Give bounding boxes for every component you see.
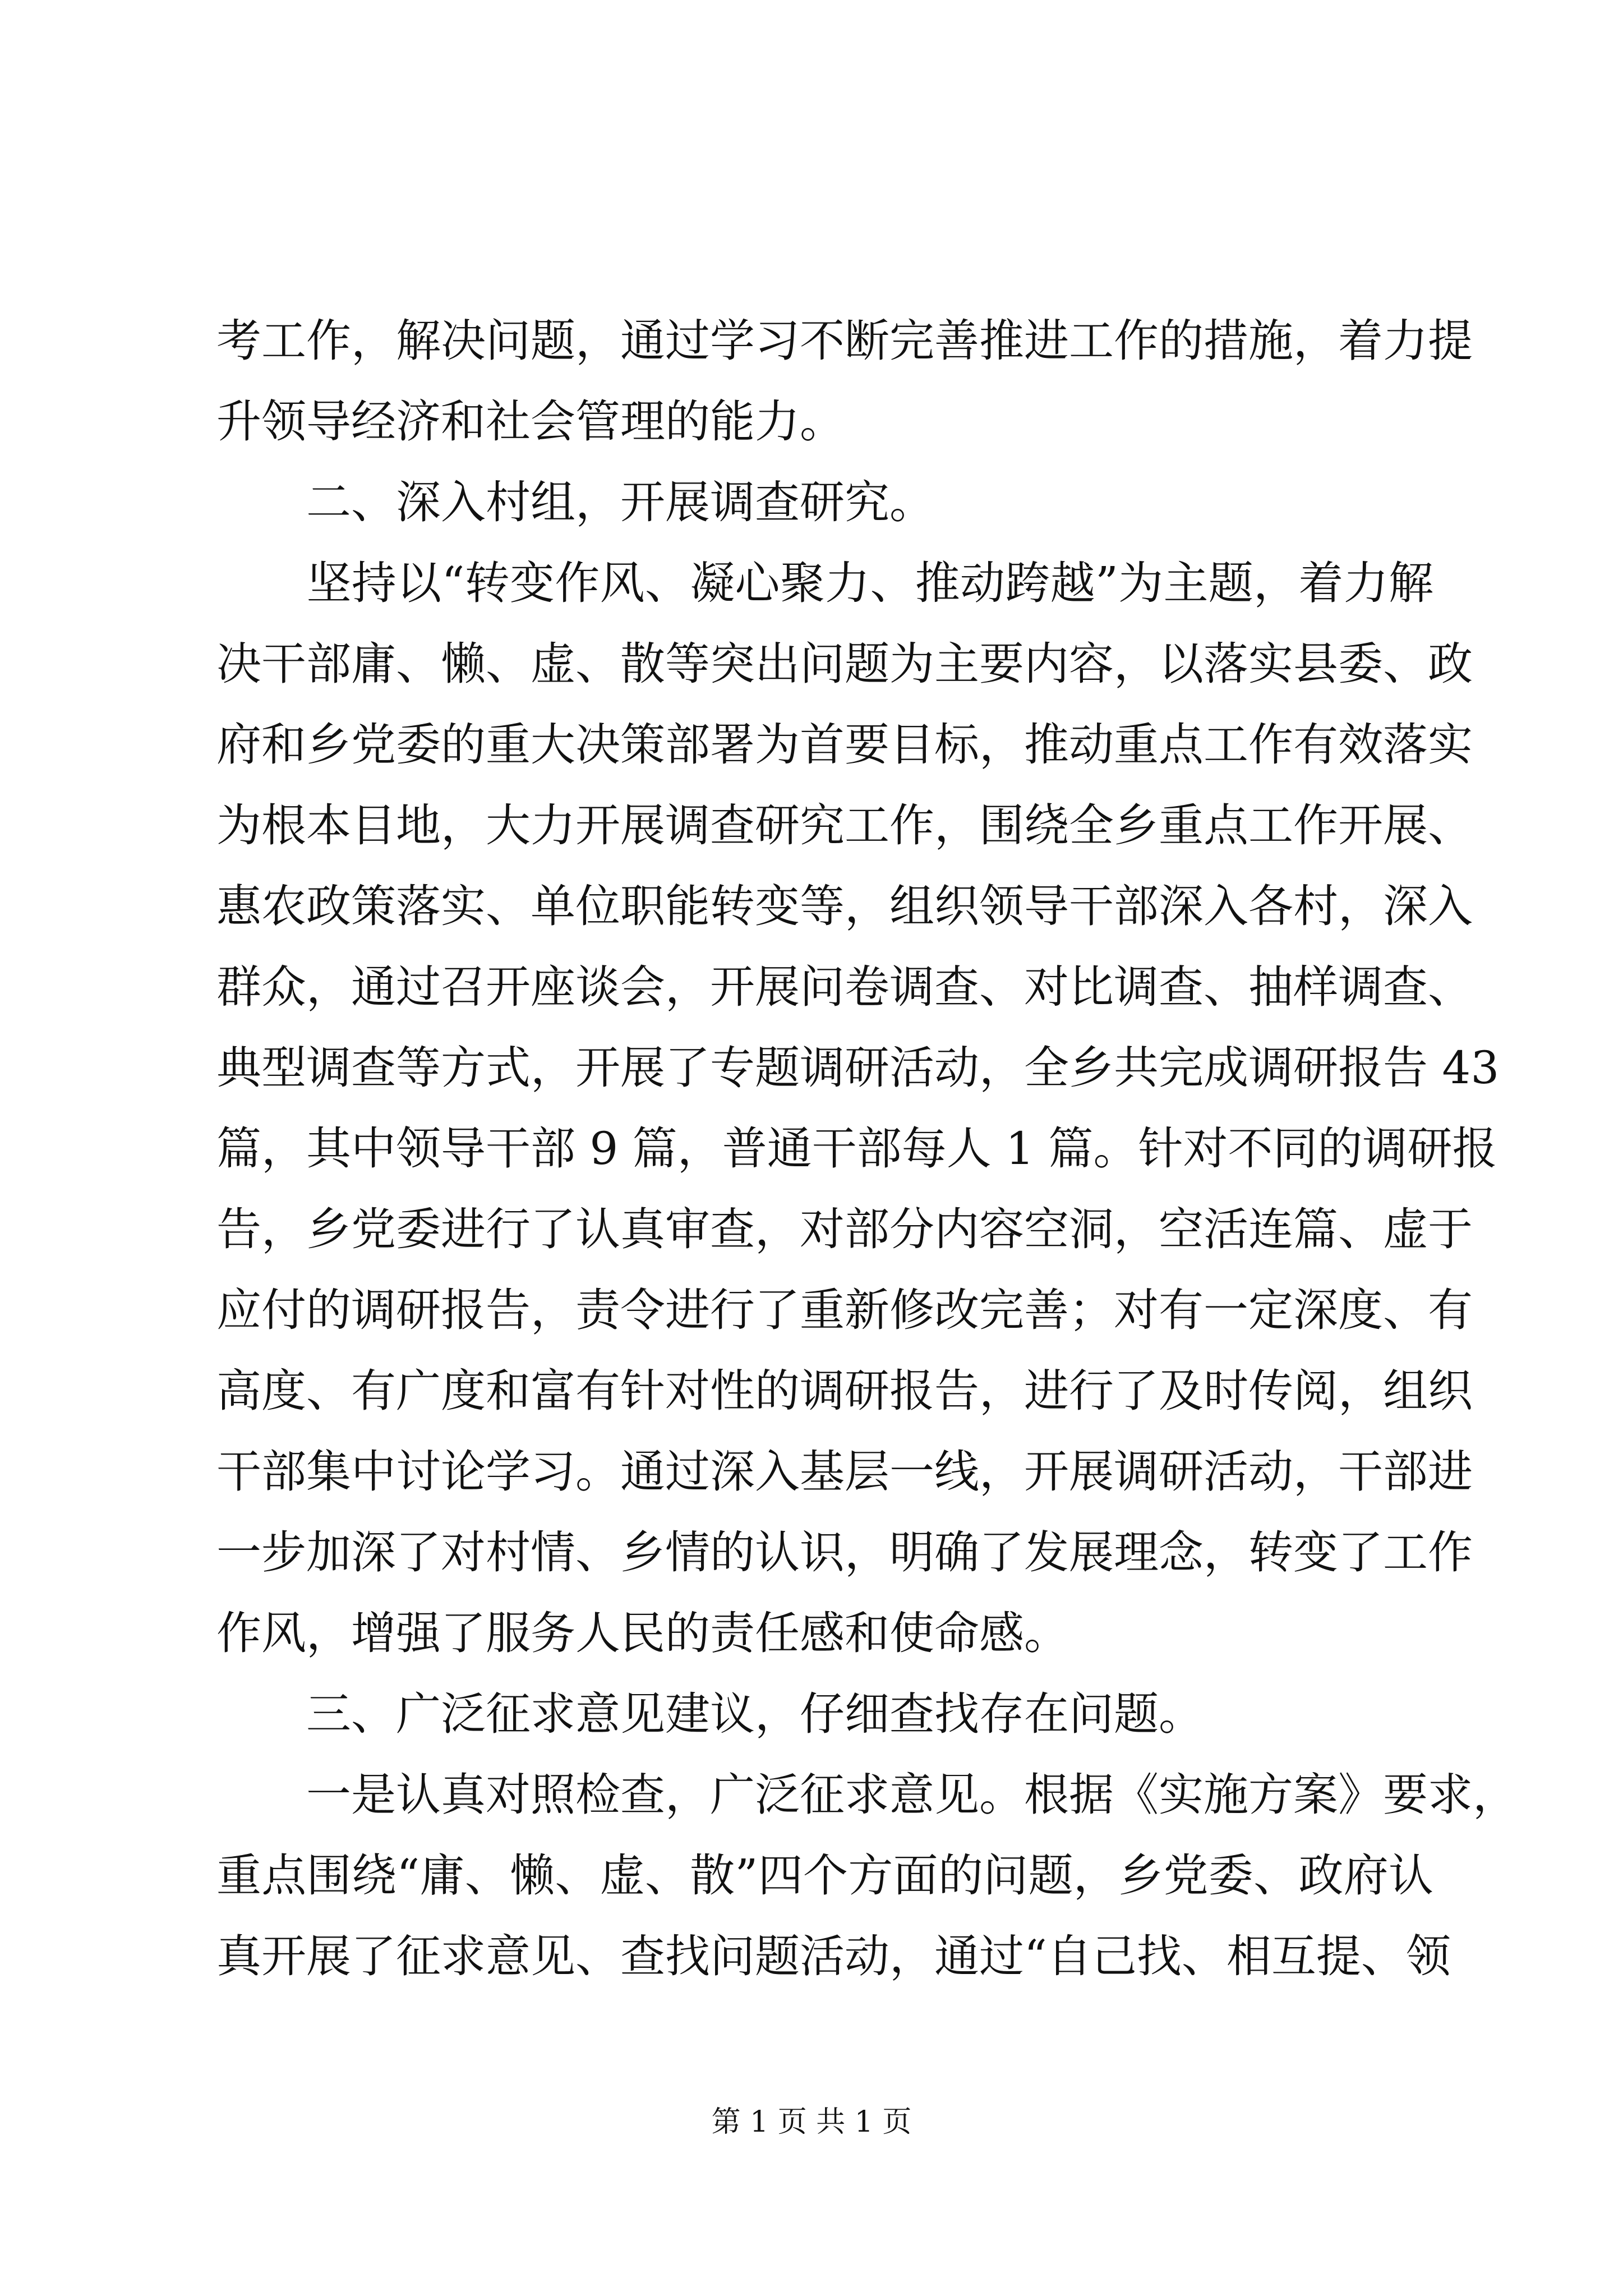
text-line-content: 重点围绕“庸、懒、虚、散”四个方面的问题，乡党委、政府认 (216, 1849, 1433, 1902)
text-line (216, 1835, 1433, 1916)
text-line (216, 1189, 1473, 1270)
text-line (216, 543, 1433, 624)
text-line-content: 升领导经济和社会管理的能力。 (216, 395, 845, 448)
text-line (216, 1028, 1500, 1108)
text-line-content: 告，乡党委进行了认真审查，对部分内容空洞，空活连篇、虚于 (216, 1203, 1473, 1255)
text-line-content: 惠农政策落实、单位职能转变等，组织领导干部深入各村，深入 (216, 880, 1473, 932)
text-line (216, 1755, 1518, 1835)
text-line-content: 三、广泛征求意见建议，仔细查找存在问题。 (216, 1688, 1204, 1740)
text-line (216, 462, 1433, 543)
text-line (216, 301, 1473, 381)
text-line (216, 381, 1433, 462)
text-line (216, 947, 1473, 1028)
text-line (216, 624, 1473, 705)
text-line-content: 应付的调研报告，责令进行了重新修改完善；对有一定深度、有 (216, 1284, 1473, 1336)
text-line-content: 真开展了征求意见、查找问题活动，通过“自己找、相互提、领 (216, 1930, 1451, 1982)
text-line (216, 705, 1473, 785)
text-line-content: 篇，其中领导干部 9 篇，普通干部每人 1 篇。针对不同的调研报 (216, 1122, 1497, 1175)
text-line (216, 1916, 1451, 1997)
page-footer: 第 1 页 共 1 页 (711, 2105, 912, 2139)
text-line (216, 1674, 1433, 1755)
text-line-content: 府和乡党委的重大决策部署为首要目标，推动重点工作有效落实 (216, 719, 1473, 771)
text-line-content: 一步加深了对村情、乡情的认识，明确了发展理念，转变了工作 (216, 1526, 1473, 1579)
document-body (216, 301, 1518, 1997)
text-line-content: 典型调查等方式，开展了专题调研活动，全乡共完成调研报告 43 (216, 1042, 1500, 1094)
text-line-content: 一是认真对照检查，广泛征求意见。根据《实施方案》要求， (216, 1769, 1518, 1821)
text-line-content: 群众，通过召开座谈会，开展问卷调查、对比调查、抽样调查、 (216, 961, 1473, 1013)
text-line-content: 二、深入村组，开展调查研究。 (216, 476, 934, 528)
text-line (216, 1432, 1473, 1512)
text-line-content: 作风，增强了服务人民的责任感和使命感。 (216, 1607, 1069, 1659)
text-line (216, 785, 1473, 866)
text-line-content: 高度、有广度和富有针对性的调研报告，进行了及时传阅，组织 (216, 1365, 1473, 1417)
text-line-content: 为根本目地，大力开展调查研究工作，围绕全乡重点工作开展、 (216, 799, 1473, 852)
text-line-content: 干部集中讨论学习。通过深入基层一线，开展调研活动，干部进 (216, 1446, 1473, 1498)
text-line (216, 1270, 1473, 1351)
text-line (216, 1351, 1473, 1432)
text-line (216, 1593, 1433, 1674)
text-line-content: 坚持以“转变作风、凝心聚力、推动跨越”为主题，着力解 (216, 557, 1433, 609)
text-line (216, 1512, 1473, 1593)
text-line-content: 决干部庸、懒、虚、散等突出问题为主要内容，以落实县委、政 (216, 638, 1473, 690)
text-line-content: 考工作，解决问题，通过学习不断完善推进工作的措施，着力提 (216, 315, 1473, 367)
text-line (216, 866, 1473, 947)
text-line (216, 1108, 1497, 1189)
